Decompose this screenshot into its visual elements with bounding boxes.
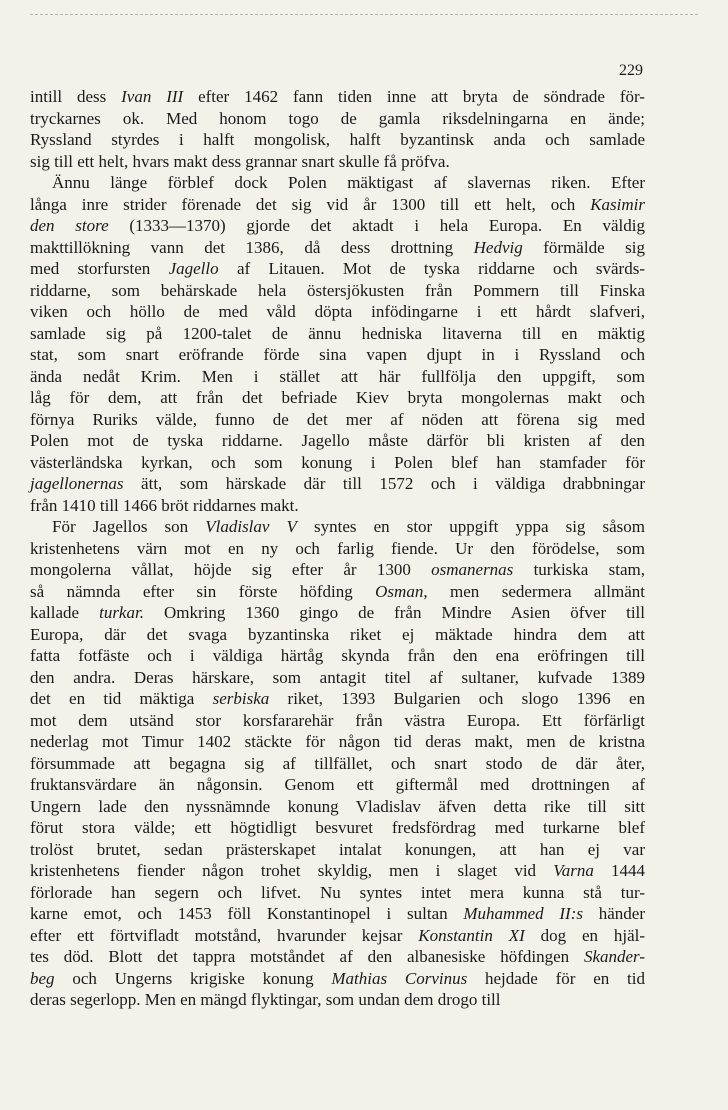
text-line xyxy=(30,968,645,990)
text-line xyxy=(30,172,645,194)
italic-term: Muhammed II:s xyxy=(463,904,583,923)
text-run: Ungern lade den nyssnämnde konung Vladislav äfven detta rike till sitt xyxy=(30,796,645,816)
text-line xyxy=(30,774,645,796)
text-run: riket, 1393 Bulgarien och slogo 1396 en xyxy=(269,689,645,708)
text-line xyxy=(30,903,645,925)
text-run: och Ungerns krigiske konung xyxy=(54,968,332,988)
text-run: makttillökning vann det 1386, då dess drottning xyxy=(30,237,474,257)
text-run: låg för dem, att från det befriade Kiev bryta mongolernas makt och xyxy=(30,388,645,407)
text-run: försummade att begagna sig af tillfället, och snart stodo de där åter, xyxy=(30,753,645,773)
text-run: så nämnda efter sin förste höfding xyxy=(30,581,376,601)
text-run: kristenhetens fiender någon trohet skyldig, men i slaget vid xyxy=(30,861,554,880)
text-line xyxy=(30,710,645,732)
italic-term: osmanernas xyxy=(431,560,514,579)
text-run: händer xyxy=(583,904,646,923)
text-run: den andra. Deras härskare, som antagit titel af sultaner, kufvade 1389 xyxy=(30,667,645,687)
text-line xyxy=(30,538,645,560)
text-run: För Jagellos son xyxy=(52,517,206,536)
text-line xyxy=(30,860,645,882)
text-run: intill dess xyxy=(30,87,122,106)
italic-term: Vladislav V xyxy=(205,517,297,536)
text-line xyxy=(30,559,645,581)
text-run: ätt, som härskade där till 1572 och i väldiga drabbningar xyxy=(123,474,645,493)
text-run: 1444 xyxy=(593,861,645,880)
text-run: samlade sig på 1200-talet de ännu hedniska litaverna till en mäktig xyxy=(30,323,645,343)
text-line xyxy=(30,839,645,861)
text-run: nederlag mot Timur 1402 stäckte för någon tid deras makt, men de kristna xyxy=(30,732,645,751)
text-line xyxy=(30,323,645,345)
text-line xyxy=(30,237,645,259)
text-run: förmälde sig xyxy=(522,237,646,257)
text-run: efter ett förtvifladt motstånd, hvarunder kejsar xyxy=(30,925,419,945)
text-run: förnya Ruriks välde, funno de det mer af nöden att förena sig med xyxy=(30,409,645,429)
text-run: riddarne, som behärskade hela östersjökusten från Pommern till Finska xyxy=(30,280,645,300)
text-run: kristenhetens värn mot en ny och farlig fiende. Ur den förödelse, som xyxy=(30,538,645,558)
text-line xyxy=(30,925,645,947)
text-run: Ännu länge förblef dock Polen mäktigast af slavernas riken. Efter xyxy=(52,173,645,192)
text-run: turkiska stam, xyxy=(513,560,645,579)
text-run: tes död. Blott det tappra motståndet af den albanesiske höfdingen xyxy=(30,947,584,966)
italic-term: jagellonernas xyxy=(30,474,124,493)
text-line xyxy=(30,688,645,710)
text-run: syntes en stor uppgift yppa sig såsom xyxy=(296,517,645,536)
text-run: kallade xyxy=(30,603,100,622)
text-line xyxy=(30,258,645,280)
text-line xyxy=(30,151,645,173)
text-line xyxy=(30,344,645,366)
text-line xyxy=(30,280,645,302)
text-run: hejdade för en tid xyxy=(467,968,645,988)
paragraph xyxy=(30,172,645,516)
scan-edge-line xyxy=(30,14,698,15)
text-run: fatta fotfäste och i väldiga härtåg skynda från den ena eröfringen till xyxy=(30,646,645,665)
text-run: viken och höllo de med våld döpta infödingarne i ett hårdt slafveri, xyxy=(30,302,645,321)
italic-term: Varna xyxy=(553,861,594,880)
text-run: det en tid mäktiga xyxy=(30,689,213,708)
text-line xyxy=(30,409,645,431)
text-run: trolöst brutet, sedan prästerskapet intalat konungen, att han ej var xyxy=(30,839,645,859)
text-run: men sedermera allmänt xyxy=(427,581,645,601)
text-line xyxy=(30,86,645,108)
text-line xyxy=(30,129,645,151)
paragraph xyxy=(30,516,645,1011)
text-run: med storfursten xyxy=(30,259,169,278)
text-run: långa inre strider förenade det sig vid år 1300 till ett helt, och xyxy=(30,194,591,214)
text-run: förlorade han segern och lifvet. Nu syntes intet mera kunna stå tur- xyxy=(30,882,645,902)
text-line xyxy=(30,624,645,646)
italic-term: Jagello xyxy=(168,259,219,278)
text-line xyxy=(30,796,645,818)
text-run: Ryssland styrdes i halft mongolisk, halft byzantinsk anda och samlade xyxy=(30,130,645,149)
text-run: Polen mot de tyska riddarne. Jagello måste därför bli kristen af den xyxy=(30,431,645,450)
text-run: efter 1462 fann tiden inne att bryta de söndrade för- xyxy=(183,87,645,106)
text-line xyxy=(30,495,645,517)
text-run: (1333—1370) gjorde det aktadt i hela Europa. En väldig xyxy=(108,216,646,235)
text-line xyxy=(30,366,645,388)
text-run: karne emot, och 1453 föll Konstantinopel i sultan xyxy=(30,904,464,923)
text-line xyxy=(30,667,645,689)
text-line xyxy=(30,194,645,216)
text-line xyxy=(30,473,645,495)
italic-term: Konstantin XI xyxy=(418,925,525,945)
italic-term: Mathias Corvinus xyxy=(331,968,468,988)
text-line xyxy=(30,215,645,237)
text-run: Omkring 1360 gingo de från Mindre Asien öfver till xyxy=(143,603,645,622)
paragraph xyxy=(30,86,645,172)
italic-term: Skander- xyxy=(583,947,645,966)
text-run: tryckarnes ok. Med honom togo de gamla riksdelningarna en ände; xyxy=(30,108,645,128)
text-run: dog en hjäl- xyxy=(524,925,646,945)
italic-term: serbiska xyxy=(212,689,270,708)
text-run: Europa, där det svaga byzantinska riket ej mäktade hindra dem att xyxy=(30,624,645,644)
text-line xyxy=(30,301,645,323)
text-run: ända nedåt Krim. Men i stället att här fullfölja den uppgift, som xyxy=(30,366,645,386)
text-line xyxy=(30,645,645,667)
text-line xyxy=(30,387,645,409)
text-run: fruktansvärdare än någonsin. Genom ett giftermål med drottningen af xyxy=(30,775,645,794)
italic-term: Kasimir xyxy=(590,194,645,214)
text-line xyxy=(30,581,645,603)
text-line xyxy=(30,753,645,775)
text-run: af Litauen. Mot de tyska riddarne och svärds- xyxy=(218,259,645,278)
italic-term: turkar. xyxy=(99,603,144,622)
body-text xyxy=(30,86,645,1011)
text-line xyxy=(30,108,645,130)
italic-term: Ivan III xyxy=(121,87,184,106)
text-line xyxy=(30,602,645,624)
book-page xyxy=(30,58,645,1011)
text-run: mot dem utsänd stor korsfararehär från västra Europa. Ett förfärligt xyxy=(30,710,645,730)
text-line xyxy=(30,946,645,968)
text-run: stat, som snart eröfrande förde sina vapen djupt in i Ryssland och xyxy=(30,345,645,364)
text-run: förut stora välde; ett högtidligt besvuret fredsfördrag med turkarne blef xyxy=(30,818,645,837)
italic-term: den store xyxy=(30,216,109,235)
page-number: 229 xyxy=(619,62,643,79)
italic-term: Osman, xyxy=(375,581,428,601)
italic-term: Hedvig xyxy=(473,237,523,257)
text-line xyxy=(30,452,645,474)
text-line xyxy=(30,430,645,452)
text-run: västerländska kyrkan, och som konung i Polen blef han stamfader för xyxy=(30,452,645,472)
text-line xyxy=(30,731,645,753)
text-run: från 1410 till 1466 bröt riddarnes makt. xyxy=(30,495,299,515)
text-run: deras segerlopp. Men en mängd flyktingar, som undan dem drogo till xyxy=(30,990,501,1009)
text-line xyxy=(30,516,645,538)
text-run: mongolerna vållat, höjde sig efter år 1300 xyxy=(30,560,432,579)
text-line xyxy=(30,989,645,1011)
italic-term: beg xyxy=(30,968,55,988)
text-line xyxy=(30,882,645,904)
text-run: sig till ett helt, hvars makt dess grannar snart skulle få pröfva. xyxy=(30,151,450,171)
text-line xyxy=(30,817,645,839)
